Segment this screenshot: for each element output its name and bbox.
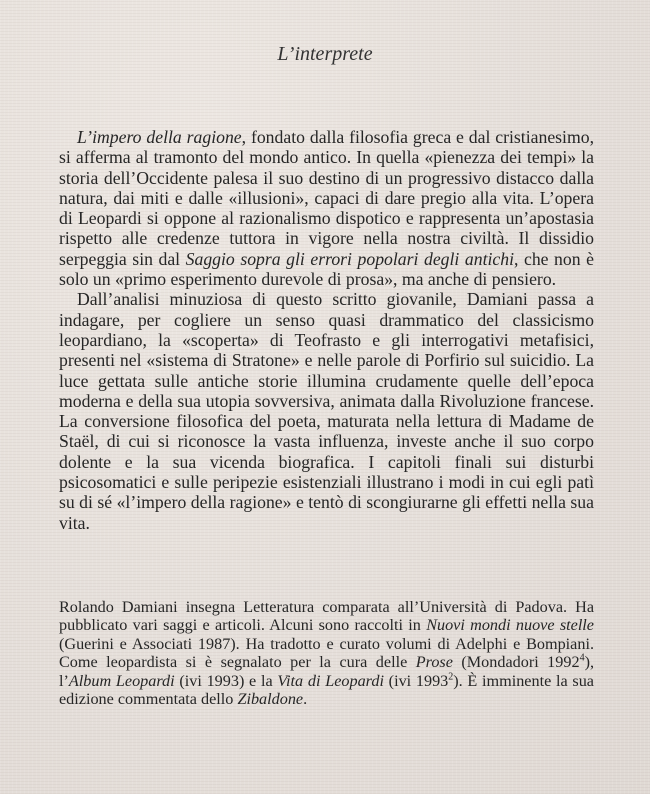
bio-text-segment: Rolando Damiani insegna Letteratura comparata all’Università di Padova. Ha pubblicato vari saggi e articoli. Alcuni sono raccolti in [59, 598, 594, 635]
bio-work-title: Zibaldone [237, 690, 304, 709]
author-bio-paragraph [59, 598, 594, 708]
author-bio [59, 598, 594, 708]
blurb-paragraph-2: Dall’analisi minuziosa di questo scritto giovanile, Damiani passa a indagare, per cogliere un senso quasi drammatico del classicismo leopardiano, la «scoperta» di Teofrasto e gli interrogativi metafisici, presenti nel «sistema di Stratone» e nelle parole di Porfirio sul suicidio. La luce gettata sulle antiche storie illumina crudamente quelle dell’epoca moderna e della sua utopia sovversiva, animata dalla Rivoluzione francese. La conversione filosofica del poeta, maturata nella lettura di Madame de Staël, di cui si riconosce la vasta influenza, investe anche il suo corpo dolente e la sua vicenda biografica. I capitoli finali sui disturbi psicosomatici e sulle peripezie esistenziali illustrano i modi in cui egli patì su di sé «l’impero della ragione» e tentò di scongiurarne gli effetti nella sua vita. [59, 289, 594, 533]
bio-work-title: Vita di Leopardi [277, 671, 384, 690]
bio-text-segment: ). È imminente la sua edizione commentata dello [59, 671, 594, 709]
page-title: L’interprete [277, 43, 373, 65]
bio-text-segment: . [303, 690, 308, 709]
edition-superscript: 2 [448, 671, 454, 683]
bio-work-title: Prose [415, 653, 453, 672]
bio-text-segment: (ivi 1993 [383, 671, 449, 690]
book-title-reference: L’impero della ragione [77, 127, 242, 147]
work-title-reference: Saggio sopra gli errori popolari degli antichi [185, 248, 515, 269]
bio-text-segment: ), l’ [59, 653, 594, 690]
edition-superscript: 4 [579, 652, 585, 664]
blurb-text [59, 127, 594, 533]
bio-text-segment: (Guerini e Associati 1987). Ha tradotto e curato volumi di Adelphi e Bompiani. Come leopardista si è segnalato per la cura delle [59, 634, 594, 672]
bio-text-segment: (ivi 1993) e la [174, 671, 278, 690]
bio-text-segment: (Mondadori 1992 [452, 653, 580, 672]
blurb-text-segment: , che non è solo un «primo esperimento durevole di prosa», ma anche di pensiero. [59, 248, 594, 290]
bio-work-title: Album Leopardi [68, 671, 175, 690]
bio-work-title: Nuovi mondi nuove stelle [426, 616, 594, 635]
blurb-text-segment: , fondato dalla filosofia greca e dal cristianesimo, si afferma al tramonto del mondo antico. In quella «pienezza dei tempi» la storia dell’Occidente palesa il suo destino di un progressivo distacco dalla natura, dai miti e dalle «illusioni», capaci di dare pregio alla vita. L’opera di Leopardi si oppone al razionalismo dispotico e rappresenta un’apostasia rispetto alle credenze tuttora in vigore nella nostra civiltà. Il dissidio serpeggia sin dal [59, 127, 594, 269]
blurb-paragraph-1 [59, 127, 594, 289]
